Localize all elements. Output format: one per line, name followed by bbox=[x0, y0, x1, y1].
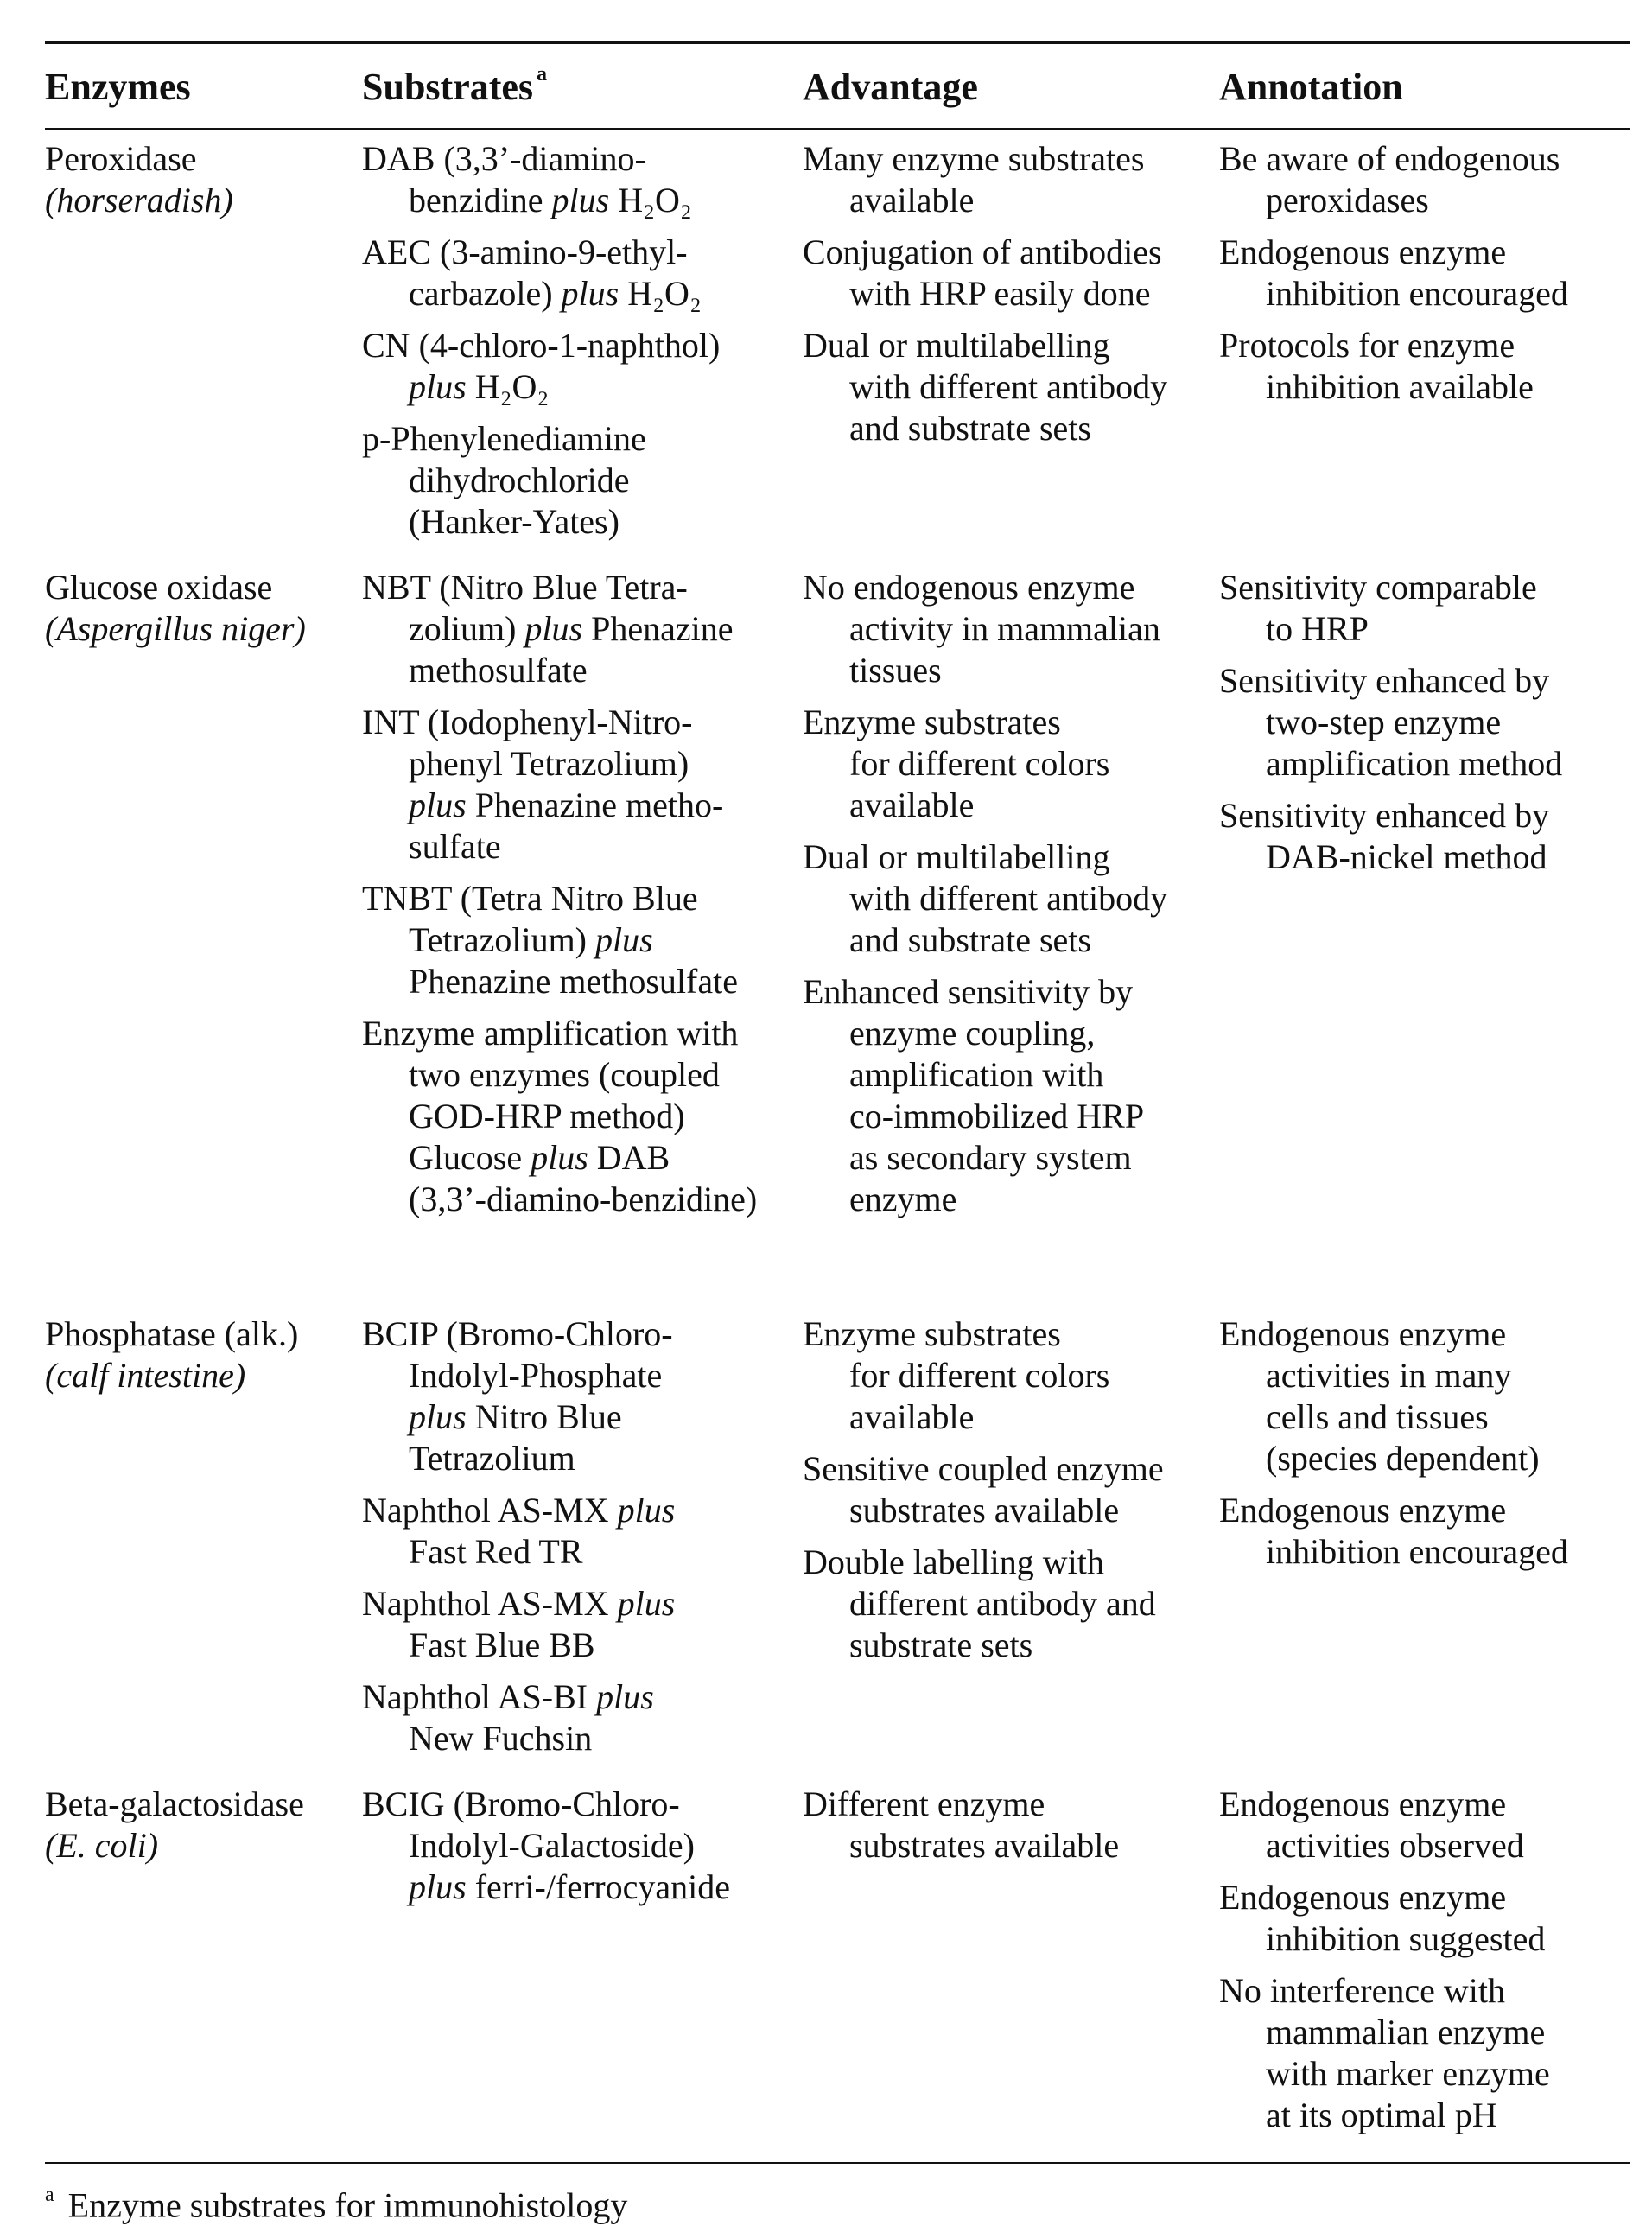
substrate-entry bbox=[362, 1583, 803, 1666]
advantage-entry bbox=[803, 325, 1219, 449]
header-annotation: Annotation bbox=[1219, 66, 1403, 108]
annotations-cell bbox=[1219, 130, 1630, 553]
advantage-entry-text: Enzyme substrates for different colors available bbox=[803, 1314, 1110, 1436]
substrate-entry bbox=[362, 1013, 803, 1220]
annotation-entry bbox=[1219, 325, 1630, 408]
enzyme-source: (calf intestine) bbox=[45, 1356, 246, 1395]
substrate-entry bbox=[362, 702, 803, 868]
advantage-entry bbox=[803, 971, 1219, 1220]
advantage-entry-text: Double labelling with different antibody and substrate sets bbox=[803, 1542, 1156, 1664]
substrate-entry-text: NBT (Nitro Blue Tetra- zolium) plus Phenazine methosulfate bbox=[362, 568, 734, 690]
advantages-cell bbox=[803, 130, 1219, 553]
substrate-entry-text: Naphthol AS-MX plus Fast Red TR bbox=[362, 1491, 676, 1571]
annotation-entry-text: Endogenous enzyme inhibition encouraged bbox=[1219, 1491, 1568, 1571]
annotation-entry bbox=[1219, 795, 1630, 878]
annotation-entry-text: Endogenous enzyme activities in many cells and tissues (species dependent) bbox=[1219, 1314, 1540, 1478]
substrate-entry-text: Naphthol AS-BI plus New Fuchsin bbox=[362, 1677, 654, 1758]
advantages-cell bbox=[803, 553, 1219, 1231]
enzyme-table bbox=[45, 44, 1630, 2146]
substrates-cell bbox=[362, 130, 803, 553]
annotation-entry-text: Sensitivity comparable to HRP bbox=[1219, 568, 1537, 648]
advantages-cell bbox=[803, 1300, 1219, 1770]
annotations-cell bbox=[1219, 553, 1630, 1231]
substrate-entry bbox=[362, 418, 803, 543]
substrate-entry bbox=[362, 1676, 803, 1759]
annotation-entry bbox=[1219, 138, 1630, 221]
footnote-text: Enzyme substrates for immunohistology bbox=[67, 2185, 628, 2225]
annotation-entry bbox=[1219, 1313, 1630, 1479]
substrate-entry-text: Enzyme amplification with two enzymes (coupled GOD-HRP method) Glucose plus DAB (3,3’-diamino-benzidine) bbox=[362, 1014, 758, 1218]
advantage-entry bbox=[803, 232, 1219, 315]
advantage-entry bbox=[803, 138, 1219, 221]
annotations-cell bbox=[1219, 1770, 1630, 2146]
advantage-entry-text: Enhanced sensitivity by enzyme coupling, amplification with co-immobilized HRP as secondary system enzyme bbox=[803, 972, 1145, 1218]
table-row bbox=[45, 130, 1630, 553]
advantage-entry-text: No endogenous enzyme activity in mammalian tissues bbox=[803, 568, 1160, 690]
annotation-entry-text: Endogenous enzyme inhibition encouraged bbox=[1219, 232, 1568, 313]
header-enzymes: Enzymes bbox=[45, 66, 191, 108]
annotation-entry bbox=[1219, 232, 1630, 315]
substrate-entry-text: TNBT (Tetra Nitro Blue Tetrazolium) plus Phenazine methosulfate bbox=[362, 879, 738, 1001]
substrate-entry-text: Naphthol AS-MX plus Fast Blue BB bbox=[362, 1584, 676, 1664]
substrate-entry-text: AEC (3-amino-9-ethyl- carbazole) plus H₂O₂ bbox=[362, 232, 702, 313]
annotation-entry bbox=[1219, 567, 1630, 650]
substrate-entry-text: INT (Iodophenyl-Nitro- phenyl Tetrazolium) plus Phenazine metho- sulfate bbox=[362, 703, 724, 866]
annotation-entry-text: Endogenous enzyme activities observed bbox=[1219, 1784, 1524, 1865]
substrate-entry-text: CN (4-chloro-1-naphthol) plus H₂O₂ bbox=[362, 326, 721, 406]
substrate-entry bbox=[362, 878, 803, 1002]
enzyme-source: (horseradish) bbox=[45, 181, 233, 219]
enzyme-cell bbox=[45, 553, 362, 1231]
substrate-entry bbox=[362, 232, 803, 315]
substrate-entry bbox=[362, 1490, 803, 1573]
annotation-entry-text: Protocols for enzyme inhibition available bbox=[1219, 326, 1534, 406]
advantage-entry-text: Many enzyme substrates available bbox=[803, 139, 1145, 219]
advantage-entry bbox=[803, 836, 1219, 961]
header-advantage: Advantage bbox=[803, 66, 978, 108]
enzyme-name: Beta-galactosidase bbox=[45, 1784, 304, 1823]
header-row bbox=[45, 44, 1630, 128]
annotation-entry-text: Sensitivity enhanced by DAB-nickel method bbox=[1219, 796, 1550, 876]
advantage-entry-text: Conjugation of antibodies with HRP easily done bbox=[803, 232, 1162, 313]
enzyme-cell bbox=[45, 1300, 362, 1770]
enzyme-source: (Aspergillus niger) bbox=[45, 609, 306, 648]
bottom-rule bbox=[45, 2162, 1630, 2164]
annotations-cell bbox=[1219, 1300, 1630, 1770]
advantage-entry bbox=[803, 1448, 1219, 1531]
header-substrates: Substrates $^a$ bbox=[362, 63, 548, 108]
substrate-entry bbox=[362, 138, 803, 221]
enzyme-cell bbox=[45, 130, 362, 553]
enzyme-name: Peroxidase bbox=[45, 139, 197, 178]
advantage-entry bbox=[803, 1542, 1219, 1666]
table-row bbox=[45, 553, 1630, 1231]
substrate-entry bbox=[362, 325, 803, 408]
footnote-marker: a bbox=[537, 63, 548, 86]
substrate-entry-text: BCIG (Bromo-Chloro- Indolyl-Galactoside) plus ferri-/ferrocyanide bbox=[362, 1784, 731, 1906]
substrate-entry-text: p-Phenylenediamine dihydrochloride (Hanker-Yates) bbox=[362, 419, 646, 541]
enzyme-table-container bbox=[45, 41, 1630, 2164]
advantages-cell bbox=[803, 1770, 1219, 2146]
row-spacer bbox=[45, 1231, 1630, 1300]
annotation-entry bbox=[1219, 1490, 1630, 1573]
substrate-entry bbox=[362, 567, 803, 691]
table-row bbox=[45, 1300, 1630, 1770]
enzyme-name: Glucose oxidase bbox=[45, 568, 273, 607]
enzyme-name: Phosphatase (alk.) bbox=[45, 1314, 299, 1353]
substrate-entry-text: BCIP (Bromo-Chloro- Indolyl-Phosphate plus Nitro Blue Tetrazolium bbox=[362, 1314, 673, 1478]
advantage-entry-text: Dual or multilabelling with different antibody and substrate sets bbox=[803, 837, 1168, 959]
substrate-entry bbox=[362, 1784, 803, 1908]
advantage-entry bbox=[803, 702, 1219, 826]
advantage-entry-text: Dual or multilabelling with different antibody and substrate sets bbox=[803, 326, 1168, 448]
annotation-entry bbox=[1219, 1970, 1630, 2136]
annotation-entry-text: Endogenous enzyme inhibition suggested bbox=[1219, 1878, 1546, 1958]
advantage-entry-text: Different enzyme substrates available bbox=[803, 1784, 1120, 1865]
annotation-entry-text: No interference with mammalian enzyme with marker enzyme at its optimal pH bbox=[1219, 1971, 1550, 2134]
annotation-entry bbox=[1219, 1877, 1630, 1960]
annotation-entry-text: Be aware of endogenous peroxidases bbox=[1219, 139, 1560, 219]
enzyme-cell bbox=[45, 1770, 362, 2146]
annotation-entry bbox=[1219, 660, 1630, 785]
annotation-entry-text: Sensitivity enhanced by two-step enzyme amplification method bbox=[1219, 661, 1563, 783]
enzyme-source: (E. coli) bbox=[45, 1826, 159, 1865]
substrate-entry bbox=[362, 1313, 803, 1479]
advantage-entry-text: Sensitive coupled enzyme substrates available bbox=[803, 1449, 1164, 1530]
substrate-entry-text: DAB (3,3’-diamino- benzidine plus H₂O₂ bbox=[362, 139, 692, 219]
footnote-marker-label: a bbox=[45, 2184, 54, 2206]
substrates-cell bbox=[362, 553, 803, 1231]
substrates-cell bbox=[362, 1300, 803, 1770]
advantage-entry bbox=[803, 1313, 1219, 1438]
footnote bbox=[45, 2178, 627, 2226]
substrates-cell bbox=[362, 1770, 803, 2146]
advantage-entry-text: Enzyme substrates for different colors available bbox=[803, 703, 1110, 824]
annotation-entry bbox=[1219, 1784, 1630, 1867]
advantage-entry bbox=[803, 1784, 1219, 1867]
table-row bbox=[45, 1770, 1630, 2146]
advantage-entry bbox=[803, 567, 1219, 691]
